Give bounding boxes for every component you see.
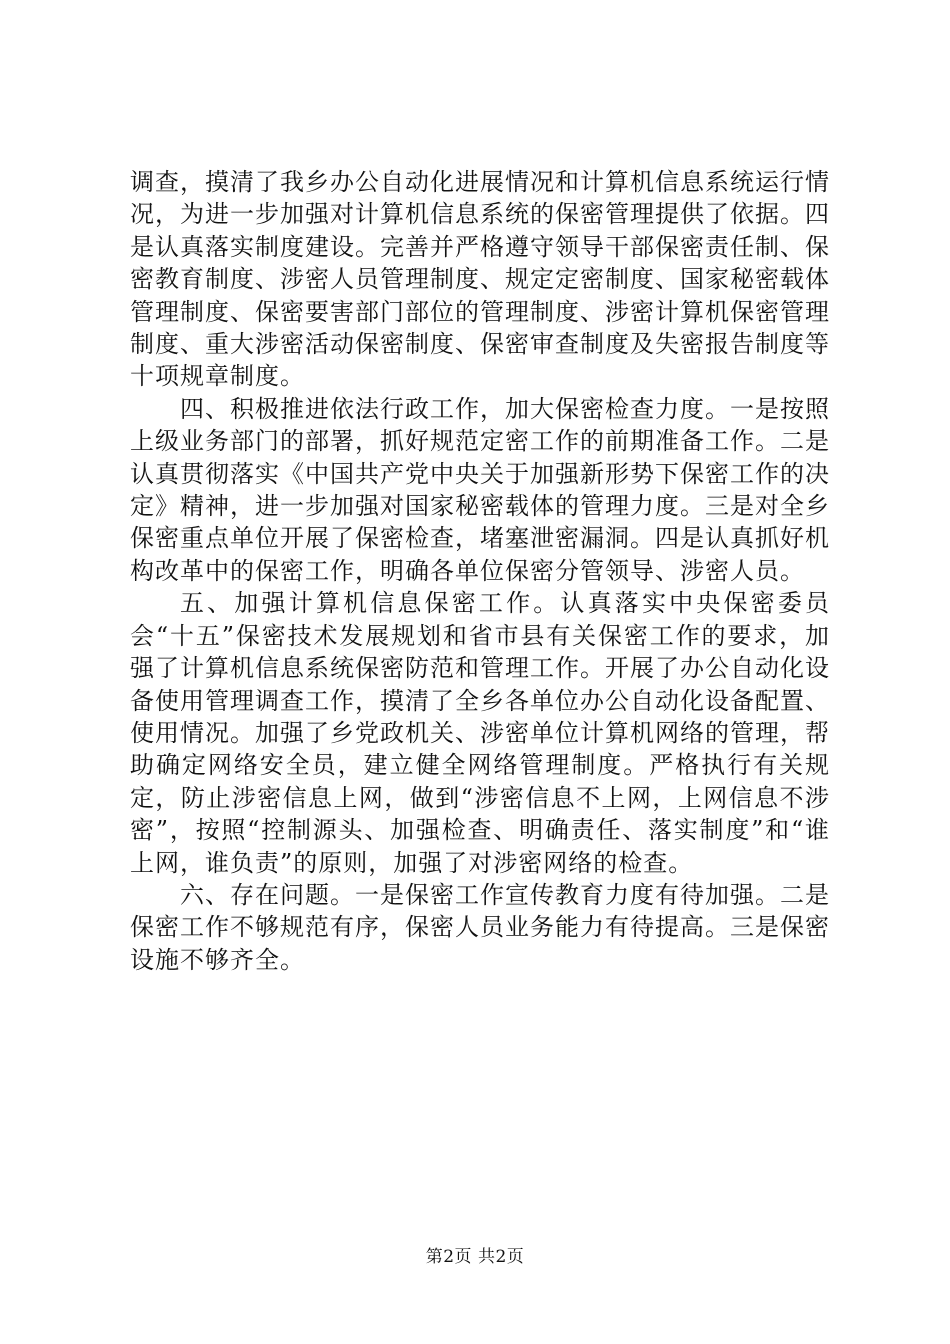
- paragraph-section-six: 六、存在问题。一是保密工作宣传教育力度有待加强。二是保密工作不够规范有序，保密人员业务能力有待提高。三是保密设施不够齐全。: [130, 880, 830, 974]
- paragraph-section-four: 四、积极推进依法行政工作，加大保密检查力度。一是按照上级业务部门的部署，抓好规范定密工作的前期准备工作。二是认真贯彻落实《中国共产党中央关于加强新形势下保密工作的决定》精神，进一步加强对国家秘密载体的管理力度。三是对全乡保密重点单位开展了保密检查，堵塞泄密漏洞。四是认真抓好机构改革中的保密工作，明确各单位保密分管领导、涉密人员。: [130, 394, 830, 585]
- document-body: [130, 166, 830, 976]
- paragraph-section-five: 五、加强计算机信息保密工作。认真落实中央保密委员会“十五”保密技术发展规划和省市县有关保密工作的要求，加强了计算机信息系统保密防范和管理工作。开展了办公自动化设备使用管理调查工作，摸清了全乡各单位办公自动化设备配置、使用情况。加强了乡党政机关、涉密单位计算机网络的管理，帮助确定网络安全员，建立健全网络管理制度。严格执行有关规定，防止涉密信息上网，做到“涉密信息不上网，上网信息不涉密”，按照“控制源头、加强检查、明确责任、落实制度”和“谁上网，谁负责”的原则，加强了对涉密网络的检查。: [130, 589, 830, 877]
- page-number-footer: 第2页 共2页: [425, 1247, 525, 1267]
- paragraph-continued-audit: 调查，摸清了我乡办公自动化进展情况和计算机信息系统运行情况，为进一步加强对计算机信息系统的保密管理提供了依据。四是认真落实制度建设。完善并严格遵守领导干部保密责任制、保密教育制度、涉密人员管理制度、规定定密制度、国家秘密载体管理制度、保密要害部门部位的管理制度、涉密计算机保密管理制度、重大涉密活动保密制度、保密审查制度及失密报告制度等十项规章制度。: [130, 168, 830, 391]
